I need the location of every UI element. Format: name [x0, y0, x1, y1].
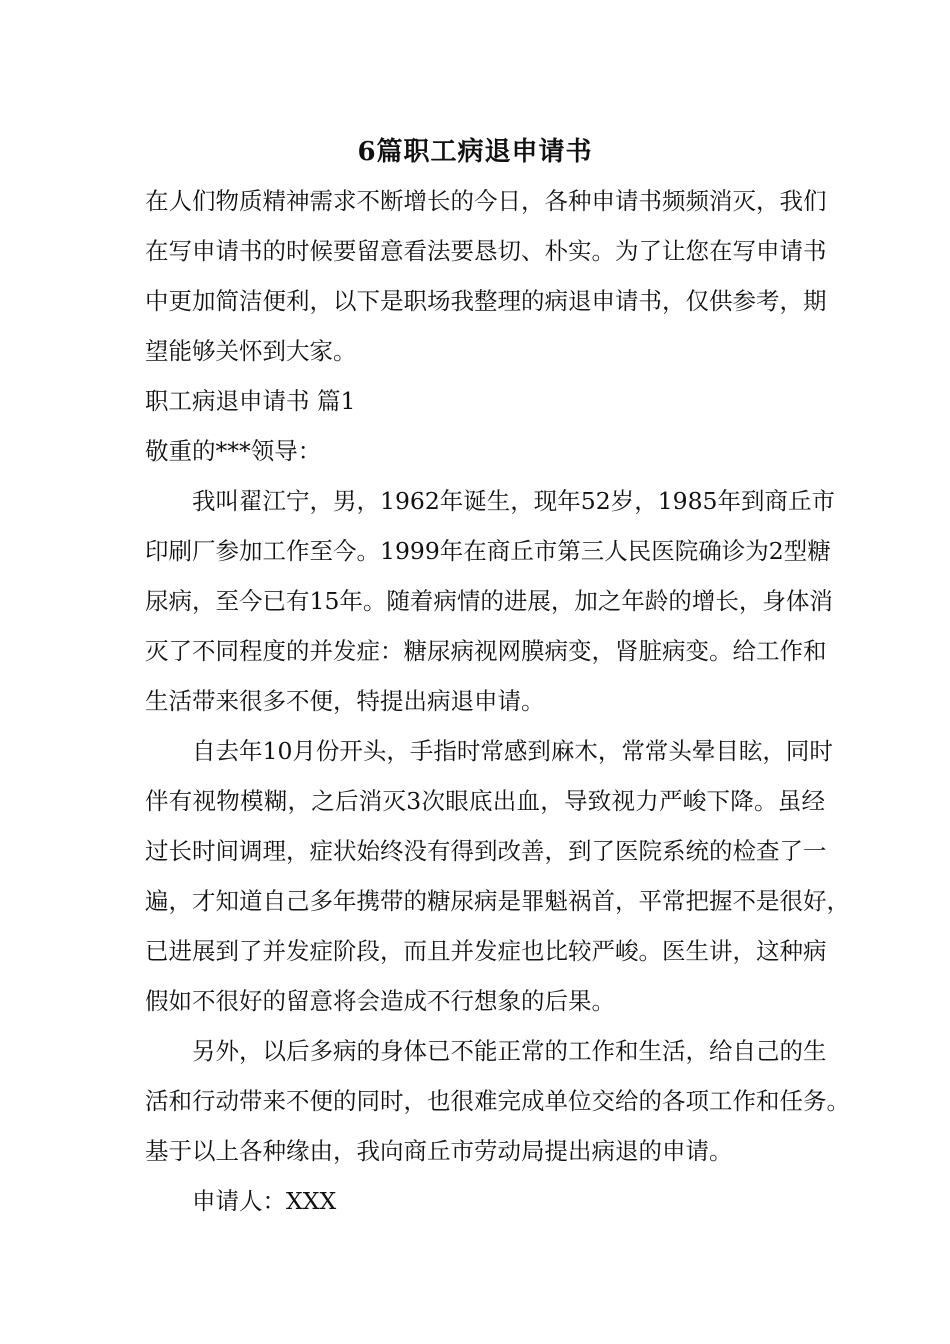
paragraph-line: 在写申请书的时候要留意看法要恳切、朴实。为了让您在写申请书 — [145, 237, 827, 265]
paragraph-line: 过长时间调理，症状始终没有得到改善，到了医院系统的检查了一 — [145, 837, 827, 865]
paragraph-line: 我叫翟江宁，男，1962年诞生，现年52岁，1985年到商丘市 — [192, 487, 836, 515]
document-title: 6篇职工病退申请书 — [357, 137, 593, 167]
paragraph-line: 中更加简洁便利，以下是职场我整理的病退申请书，仅供参考，期 — [145, 287, 827, 315]
paragraph-line: 已进展到了并发症阶段，而且并发症也比较严峻。医生讲，这种病 — [145, 937, 827, 965]
paragraph-line: 灭了不同程度的并发症：糖尿病视网膜病变，肾脏病变。给工作和 — [145, 637, 827, 665]
salutation: 敬重的***领导： — [145, 437, 322, 465]
paragraph-line: 印刷厂参加工作至今。1999年在商丘市第三人民医院确诊为2型糖 — [145, 537, 831, 565]
paragraph-line: 望能够关怀到大家。 — [145, 337, 357, 365]
paragraph-line: 在人们物质精神需求不断增长的今日，各种申请书频频消灭，我们 — [145, 187, 827, 215]
applicant-signature-line: 申请人：XXX — [192, 1187, 337, 1215]
paragraph-line: 假如不很好的留意将会造成不行想象的后果。 — [145, 987, 615, 1015]
paragraph-line: 基于以上各种缘由，我向商丘市劳动局提出病退的申请。 — [145, 1137, 733, 1165]
paragraph-line: 自去年10月份开头，手指时常感到麻木，常常头晕目眩，同时 — [192, 737, 833, 765]
document-body — [145, 176, 850, 1226]
paragraph-line: 活和行动带来不便的同时，也很难完成单位交给的各项工作和任务。 — [145, 1087, 850, 1115]
paragraph-line: 另外，以后多病的身体已不能正常的工作和生活，给自己的生 — [192, 1037, 827, 1065]
section-heading: 职工病退申请书 篇1 — [145, 387, 356, 415]
paragraph-line: 伴有视物模糊，之后消灭3次眼底出血，导致视力严峻下降。虽经 — [145, 787, 825, 815]
paragraph-line: 遍，才知道自己多年携带的糖尿病是罪魁祸首，平常把握不是很好， — [145, 887, 850, 915]
paragraph-line: 生活带来很多不便，特提出病退申请。 — [145, 687, 545, 715]
paragraph-line: 尿病，至今已有15年。随着病情的进展，加之年龄的增长，身体消 — [145, 587, 833, 615]
